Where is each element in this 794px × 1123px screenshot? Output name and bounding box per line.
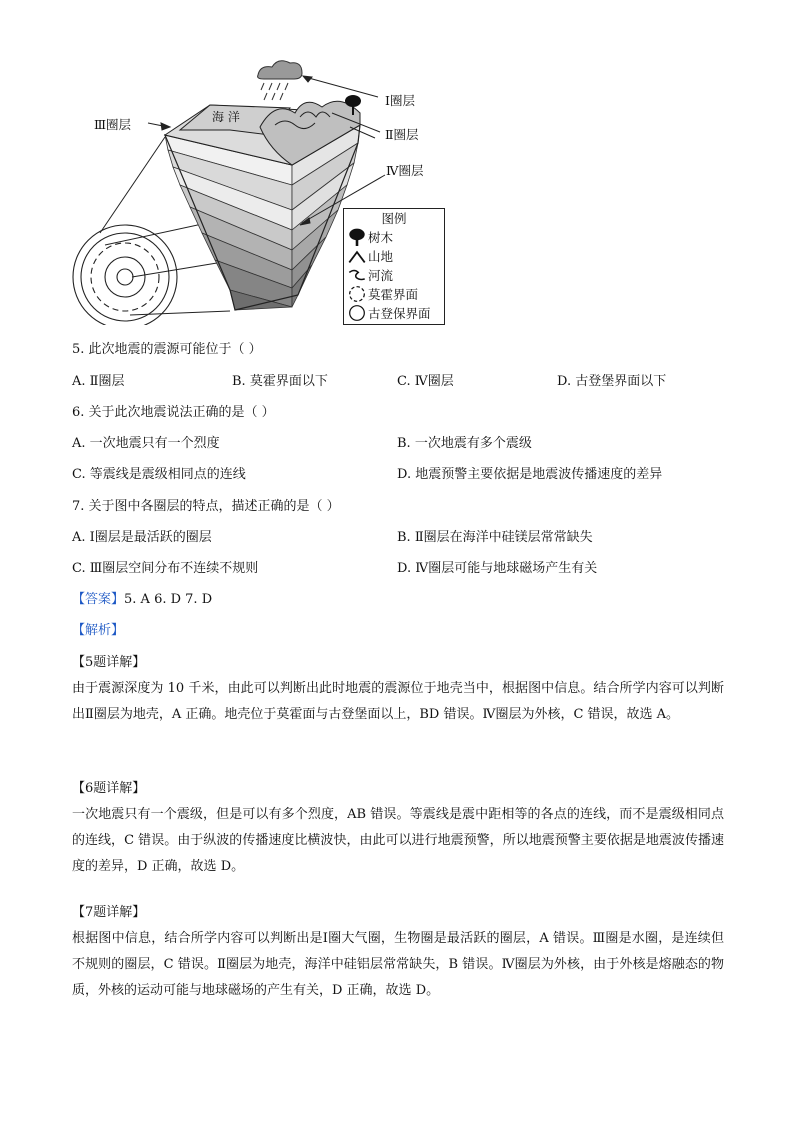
question-6-option-d: D. 地震预警主要依据是地震波传播速度的差异: [397, 467, 663, 482]
question-6-option-a: A. 一次地震只有一个烈度: [72, 436, 220, 451]
question-7-option-c: C. Ⅲ圈层空间分布不连续不规则: [72, 561, 259, 576]
legend-item-gutenberg: [344, 303, 444, 322]
answer-text: 5. A 6. D 7. D: [124, 592, 213, 607]
question-6-option-c: C. 等震线是震级相同点的连线: [72, 467, 246, 482]
legend-label: 河流: [368, 267, 394, 283]
earth-layers-figure: [60, 55, 460, 325]
question-7-option-a: A. Ⅰ圈层是最活跃的圈层: [72, 530, 212, 545]
cloud-icon: [258, 61, 302, 100]
question-7-stem: 7. 关于图中各圈层的特点，描述正确的是（ ）: [72, 499, 340, 514]
analysis-tag: 【解析】: [72, 623, 125, 638]
detail-7-heading: 【7题详解】: [72, 905, 146, 920]
question-5-option-d: D. 古登堡界面以下: [557, 374, 667, 389]
detail-6-heading: 【6题详解】: [72, 781, 146, 796]
answer-tag: 【答案】: [72, 592, 125, 607]
label-layer-4: Ⅳ圈层: [386, 163, 424, 178]
legend-label: 古登保界面: [368, 305, 431, 321]
legend-label: 山地: [368, 248, 394, 264]
label-layer-2: Ⅱ圈层: [385, 127, 419, 142]
wedge-left-face: [165, 135, 292, 310]
question-5-stem: 5. 此次地震的震源可能位于（ ）: [72, 342, 262, 357]
legend-label: 树木: [368, 229, 394, 245]
legend-label: 莫霍界面: [368, 286, 419, 302]
label-layer-3: Ⅲ圈层: [94, 117, 132, 132]
question-7-option-d: D. Ⅳ圈层可能与地球磁场产生有关: [397, 561, 598, 576]
question-5-option-b: B. 莫霍界面以下: [232, 374, 328, 389]
question-7-option-b: B. Ⅱ圈层在海洋中硅镁层常常缺失: [397, 530, 593, 545]
question-5-option-a: A. Ⅱ圈层: [72, 374, 125, 389]
gutenberg-boundary-icon: [348, 305, 366, 321]
question-6-stem: 6. 关于此次地震说法正确的是（ ）: [72, 405, 275, 420]
detail-5-text: 由于震源深度为 10 千米，由此可以判断出此时地震的震源位于地壳当中，根据图中信息。结合所学内容可以判断出Ⅱ圈层为地壳，A 正确。地壳位于莫霍面与古登堡面以上，BD 错误。Ⅳ圈层为外核，C 错误，故选 A。: [72, 681, 724, 722]
legend-title: 图例: [381, 211, 407, 226]
detail-6-text: 一次地震只有一个震级，但是可以有多个烈度，AB 错误。等震线是震中距相等的各点的连线，而不是震级相同点的连线，C 错误。由于纵波的传播速度比横波快，由此可以进行地震预警，所以地震预警主要依据是地震波传播速度的差异，D 正确，故选 D。: [72, 807, 724, 874]
question-6-option-b: B. 一次地震有多个震级: [397, 436, 532, 451]
label-layer-1: Ⅰ圈层: [385, 93, 415, 108]
globe-cross-section: [73, 225, 177, 325]
legend: [343, 208, 445, 325]
analysis-line: [72, 619, 124, 638]
question-5-option-c: C. Ⅳ圈层: [397, 374, 454, 389]
detail-5-heading: 【5题详解】: [72, 655, 146, 670]
detail-7-text: 根据图中信息，结合所学内容可以判断出是Ⅰ圈大气圈，生物圈是最活跃的圈层，A 错误。Ⅲ圈是水圈，是连续但不规则的圈层，C 错误。Ⅱ圈层为地壳，海洋中硅铝层常常缺失，B 错误。Ⅳ圈层为外核，由于外核是熔融态的物质，外核的运动可能与地球磁场的产生有关，D 正确，故选 D。: [72, 931, 724, 998]
label-ocean: 海 洋: [212, 110, 240, 124]
answer-line: [72, 588, 212, 607]
